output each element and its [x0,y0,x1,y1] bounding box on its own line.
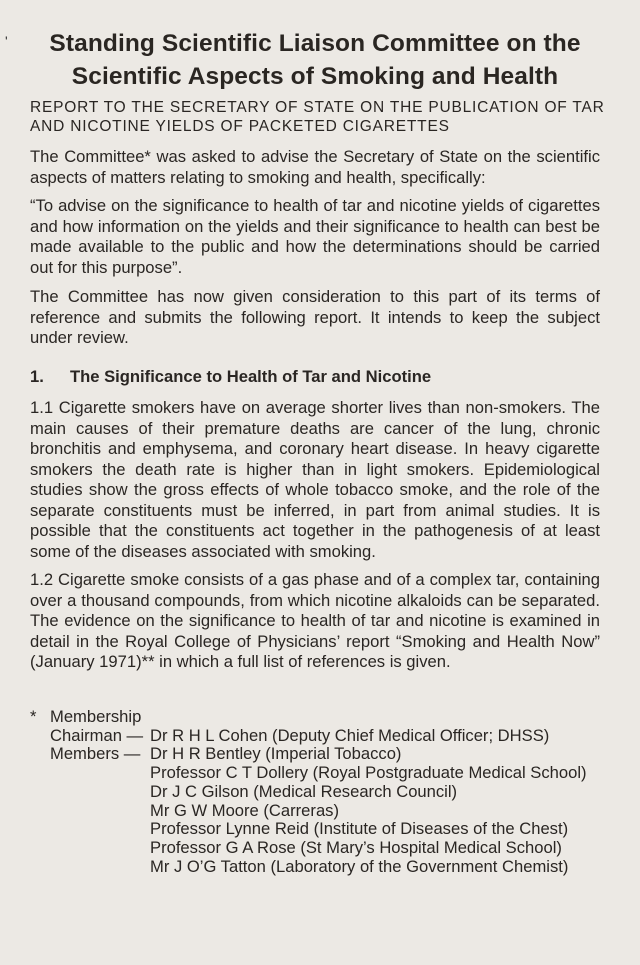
intro-paragraph: The Committee* was asked to advise the Secretary of State on the scientific aspects of matters relating to smoking and health, specifically: [30,147,600,187]
membership-heading: Membership [50,707,142,726]
report-subtitle: REPORT TO THE SECRETARY OF STATE ON THE PUBLICATION OF TAR AND NICOTINE YIELDS OF PACKETED CIGARETTES [30,99,605,135]
paragraph-1-2: 1.2 Cigarette smoke consists of a gas phase and of a complex tar, containing over a thousand compounds, from which nicotine alkaloids can be separated. The evidence on the significance to health of tar and nicotine is examined in detail in the Royal College of Physicians’ report “Smoking and Health Now” (January 1971)** in which a full list of references is given. [30,570,600,671]
terms-quote-paragraph: “To advise on the significance to health of tar and nicotine yields of cigarettes and how information on the yields and their significance to health can best be made available to the public and how the determinations should be carried out for this purpose”. [30,196,600,277]
footnote-star: * [30,707,37,726]
member-entry: Professor G A Rose (St Mary’s Hospital Medical School) [150,837,562,857]
title-line-2: Scientific Aspects of Smoking and Health [71,63,559,90]
member-entry: Mr G W Moore (Carreras) [150,800,339,820]
section-title: The Significance to Health of Tar and Nicotine [70,367,432,386]
section-heading [30,367,600,387]
chairman-name: Dr R H L Cohen (Deputy Chief Medical Officer; DHSS) [150,725,550,745]
member-entry: Dr H R Bentley (Imperial Tobacco) [150,744,402,764]
section-number: 1. [30,367,44,386]
member-entry: Professor C T Dollery (Royal Postgraduate Medical School) [150,763,587,783]
member-entry: Dr J C Gilson (Medical Research Council) [150,781,458,801]
paragraph-1-1: 1.1 Cigarette smokers have on average shorter lives than non-smokers. The main causes of their premature deaths are cancer of the lung, chronic bronchitis and emphysema, and coronary heart disease. In heavy cigarette smokers the death rate is higher than in light smokers. Epidemiological studies show the gross effects of whole tobacco smoke, and the role of the separate constituents must be inferred, in part from animal studies. It is possible that the constituents act together in the pathogenesis of at least some of the diseases associated with smoking. [30,398,600,561]
members-label: Members — [50,744,141,764]
member-entry: Professor Lynne Reid (Institute of Diseases of the Chest) [150,819,569,839]
member-entry: Mr J O’G Tatton (Laboratory of the Government Chemist) [150,856,569,876]
title-line-1: Standing Scientific Liaison Committee on the [49,30,581,57]
consideration-paragraph: The Committee has now given consideration to this part of its terms of reference and submits the following report. It intends to keep the subject under review. [30,287,600,347]
margin-mark: ' [5,33,8,49]
membership-footnote [30,708,620,876]
chairman-label: Chairman — [50,725,144,745]
